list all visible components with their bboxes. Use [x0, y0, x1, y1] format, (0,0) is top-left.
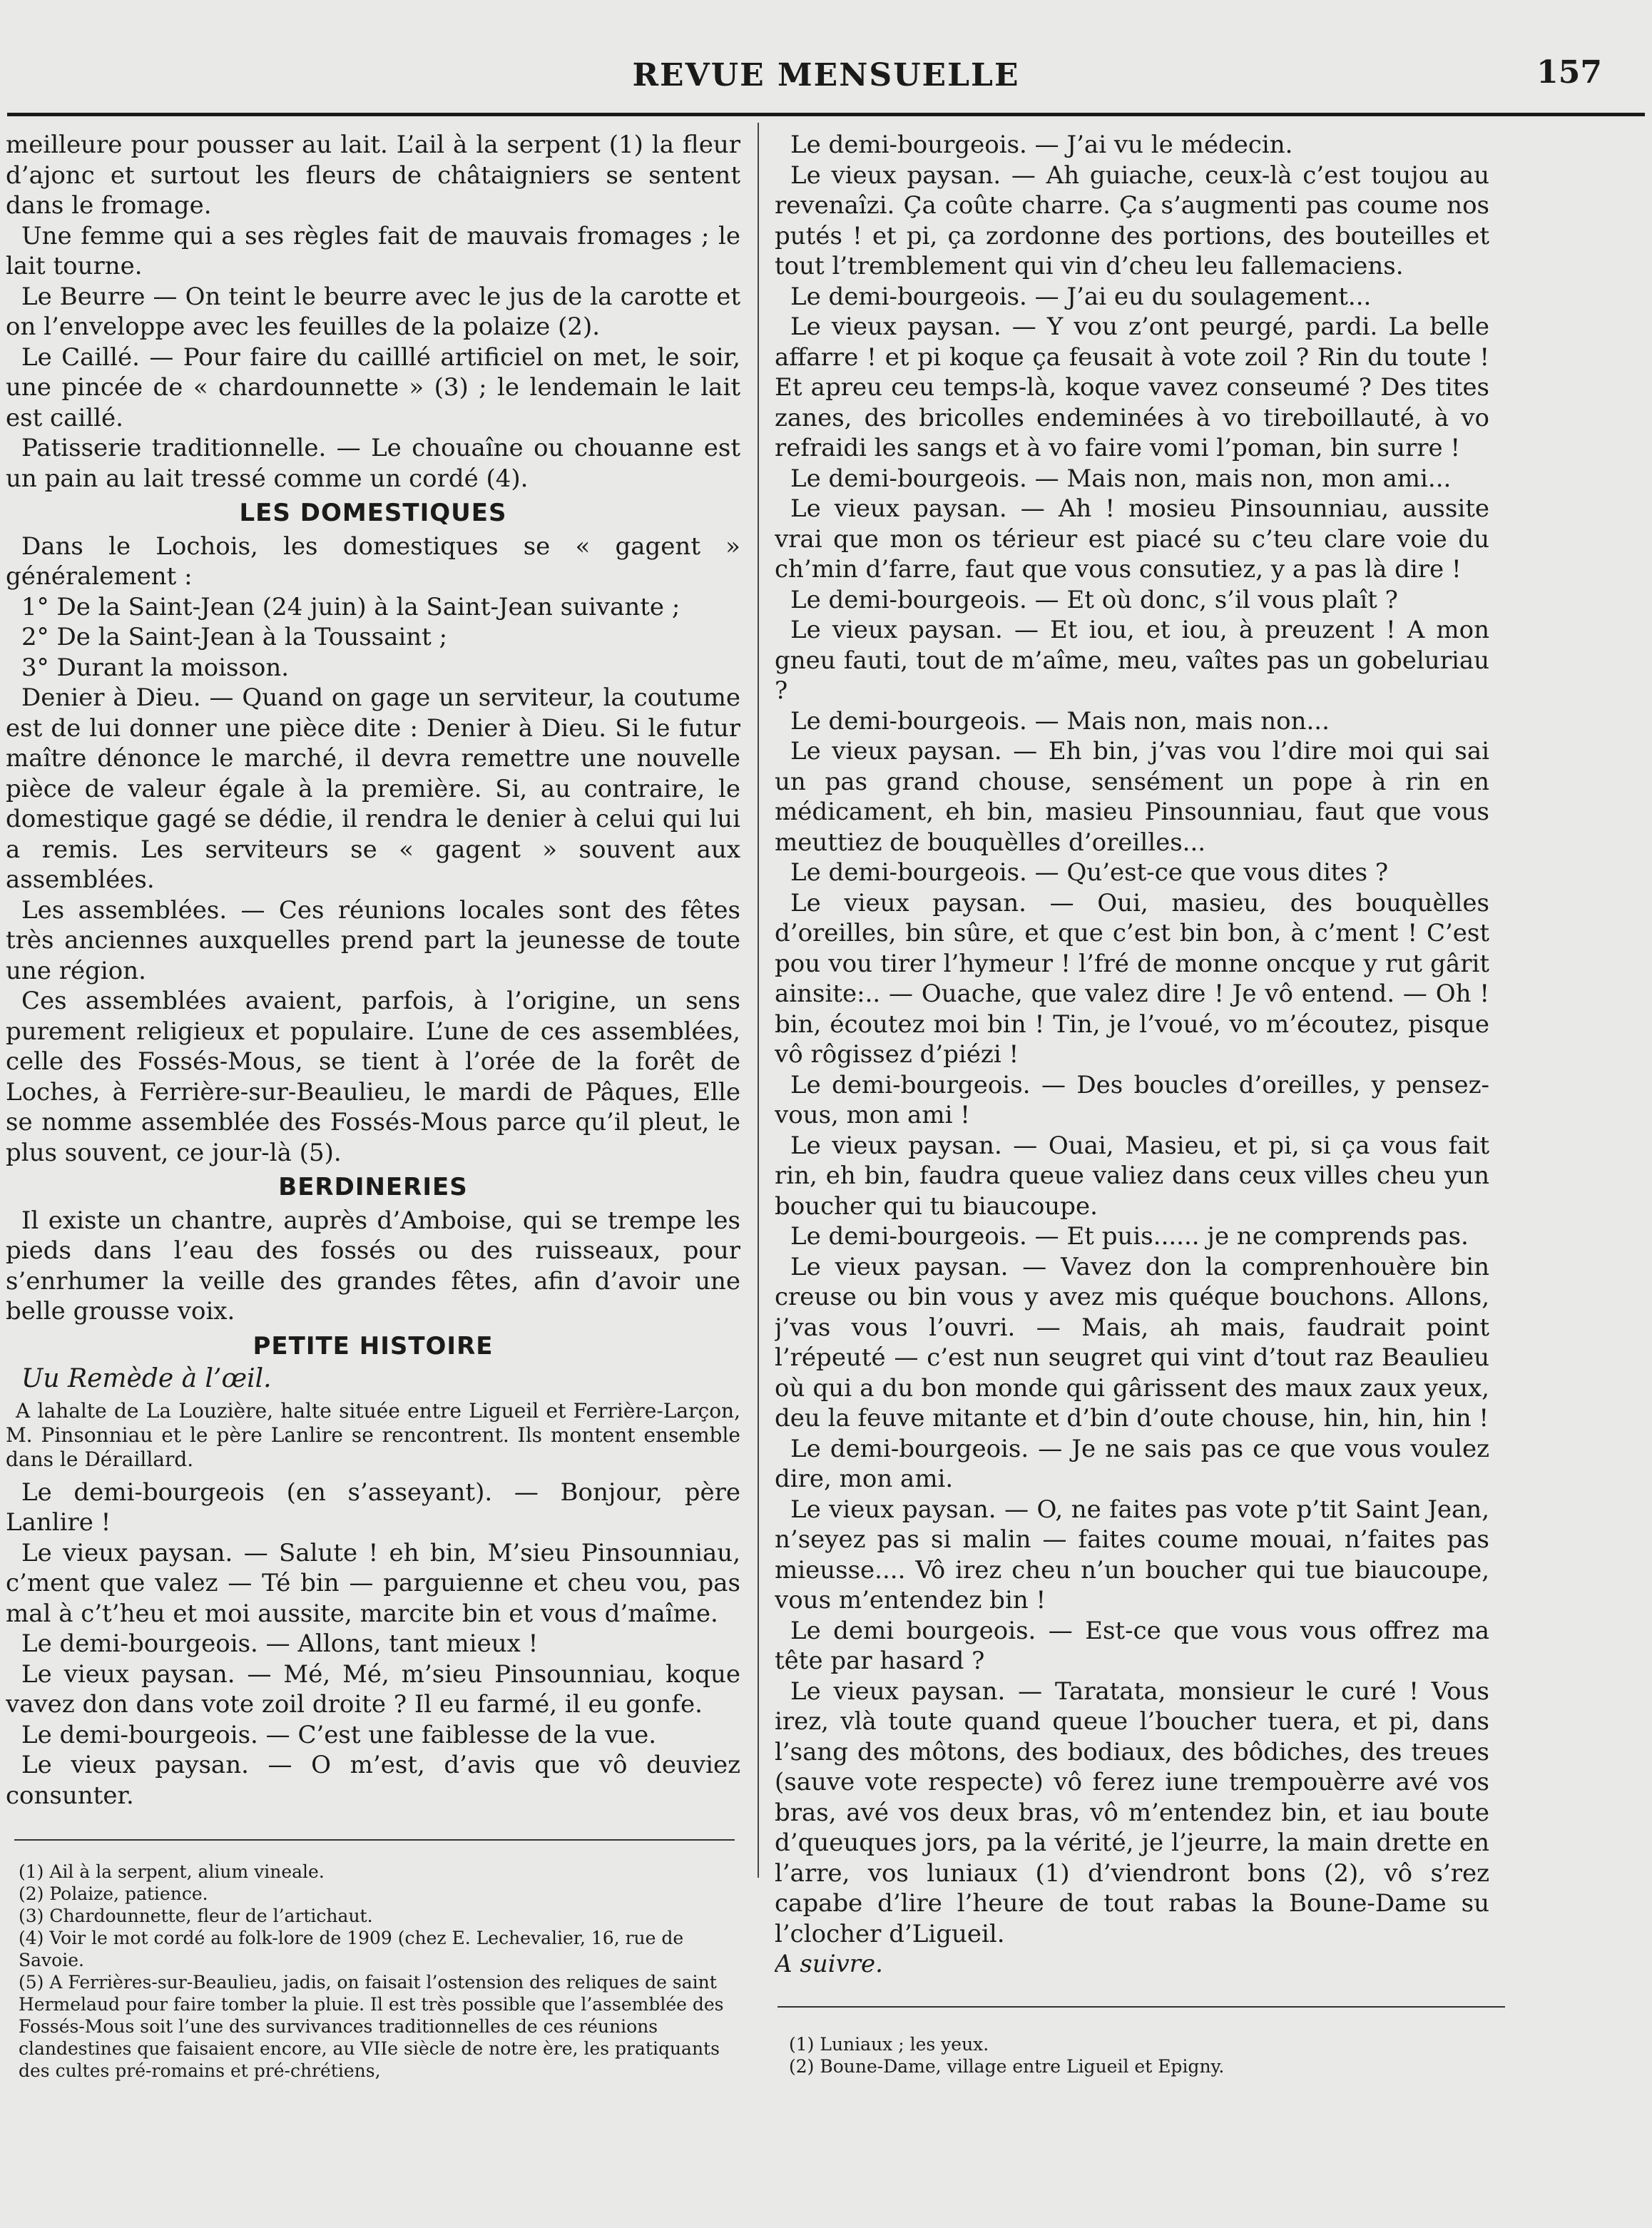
- footnotes-right: [789, 2033, 1502, 2077]
- story-subtitle: Uu Remède à l’œil.: [21, 1364, 272, 1393]
- right-column: [775, 130, 1489, 1980]
- footnote: (1) Luniaux ; les yeux.: [789, 2034, 989, 2055]
- dialogue-line: Le demi-bourgeois. — Des boucles d’oreilles, y pensez-vous, mon ami !: [775, 1070, 1489, 1129]
- dialogue-line: Le demi-bourgeois. — C’est une faiblesse de la vue.: [21, 1720, 657, 1749]
- page-header: [7, 44, 1645, 108]
- left-column: [6, 130, 740, 1811]
- running-title: REVUE MENSUELLE: [632, 57, 1020, 93]
- dialogue-line: Le vieux paysan. — Mé, Mé, m’sieu Pinsounniau, koque vavez don dans vote zoil droite ? Il eu farmé, il eu gonfe.: [6, 1659, 740, 1719]
- dialogue-line: Le demi-bourgeois. — J’ai vu le médecin.: [790, 131, 1293, 159]
- dialogue-line: Le demi-bourgeois (en s’asseyant). — Bonjour, père Lanlire !: [6, 1477, 740, 1537]
- paragraph: Dans le Lochois, les domestiques se « gagent » généralement :: [6, 531, 740, 591]
- paragraph: Les assemblées. — Ces réunions locales sont des fêtes très anciennes auxquelles prend part la jeunesse de toute une région.: [6, 895, 740, 985]
- dialogue-line: Le demi-bourgeois. — Et puis...... je ne comprends pas.: [790, 1222, 1469, 1251]
- section-heading: PETITE HISTOIRE: [253, 1331, 494, 1360]
- footnote: (3) Chardounnette, fleur de l’artichaut.: [19, 1906, 373, 1926]
- footnotes-left: [19, 1861, 739, 2082]
- page-number: 157: [1536, 54, 1602, 91]
- dialogue-line: Le demi-bourgeois. — Mais non, mais non...: [790, 706, 1330, 736]
- dialogue-line: Le demi-bourgeois. — Et où donc, s’il vous plaît ?: [790, 585, 1398, 614]
- dialogue-line: Le vieux paysan. — Oui, masieu, des bouquèlles d’oreilles, bin sûre, et que c’est bin bon, à c’ment ! C’est pou vou tirer l’hymeur ! l’fré de monne oncque y rut gârit ainsite:.. — Ouache, que valez dire ! Je vô entend. — Oh ! bin, écoutez moi bin ! Tin, je l’voué, vo m’écoutez, pisque vô rôgissez d’piézi !: [775, 888, 1489, 1069]
- dialogue-line: Le vieux paysan. — Y vou z’ont peurgé, pardi. La belle affarre ! et pi koque ça feusait à vote zoil ? Rin du toute ! Et apreu ceu temps-là, koque vavez conseumé ? Des tites zanes, des bricolles endeminées à vo tireboillauté, à vo refraidi les sangs et à vo faire vomi l’poman, bin surre !: [775, 312, 1489, 462]
- dialogue-line: Le vieux paysan. — Salute ! eh bin, M’sieu Pinsounniau, c’ment que valez — Té bin — parguienne et cheu vou, pas mal à c’t’heu et moi aussite, marcite bin et vous d’maîme.: [6, 1538, 740, 1628]
- list-item: 3° Durant la moisson.: [21, 653, 290, 682]
- paragraph: Il existe un chantre, auprès d’Amboise, qui se trempe les pieds dans l’eau des fossés ou des ruisseaux, pour s’enrhumer la veille des grandes fêtes, afin d’avoir une belle grousse voix.: [6, 1206, 740, 1326]
- paragraph: meilleure pour pousser au lait. L’ail à la serpent (1) la fleur d’ajonc et surtout les fleurs de châtaigniers se sentent dans le fromage.: [6, 131, 740, 220]
- footnote: (5) A Ferrières-sur-Beaulieu, jadis, on faisait l’ostension des reliques de saint Hermelaud pour faire tomber la pluie. Il est très possible que l’assemblée des Fossés-Mous soit l’une des survivances traditionnelles de ces réunions clandestines que faisaient encore, au VIIe siècle de notre ère, les pratiquants des cultes pré-romains et pré-chrétiens,: [19, 1972, 724, 2081]
- section-heading: BERDINERIES: [278, 1173, 468, 1201]
- paragraph: Denier à Dieu. — Quand on gage un serviteur, la coutume est de lui donner une pièce dite : Denier à Dieu. Si le futur maître dénonce le marché, il devra remettre une nouvelle pièce de valeur égale à la première. Si, au contraire, le domestique gagé se dédie, il rendra le denier à celui qui lui a remis. Les serviteurs se « gagent » souvent aux assemblées.: [6, 683, 740, 894]
- dialogue-line: Le vieux paysan. — Ah guiache, ceux-là c’est toujou au revenaîzi. Ça coûte charre. Ça s’augmenti pas coume nos putés ! et pi, ça zordonne des portions, des bouteilles et tout l’tremblement qui vin d’cheu leu fallemaciens.: [775, 161, 1489, 280]
- dialogue-line: Le demi-bourgeois. — Je ne sais pas ce que vous voulez dire, mon ami.: [775, 1434, 1489, 1493]
- paragraph: Une femme qui a ses règles fait de mauvais fromages ; le lait tourne.: [6, 221, 740, 280]
- paragraph: Le Caillé. — Pour faire du cailllé artificiel on met, le soir, une pincée de « chardounnette » (3) ; le lendemain le lait est caillé.: [6, 342, 740, 432]
- dialogue-line: Le vieux paysan. — O, ne faites pas vote p’tit Saint Jean, n’seyez pas si malin — faites coume mouai, n’faites pas mieusse.... Vô irez cheu n’un boucher qui tue biaucoupe, vous m’entendez bin !: [775, 1495, 1489, 1614]
- column-divider: [758, 123, 759, 1878]
- footnote-rule: [777, 2006, 1505, 2008]
- paragraph: Ces assemblées avaient, parfois, à l’origine, un sens purement religieux et populaire. L’une de ces assemblées, celle des Fossés-Mous, se tient à l’orée de la forêt de Loches, à Ferrière-sur-Beaulieu, le mardi de Pâques, Elle se nomme assemblée des Fossés-Mous parce qu’il pleut, le plus souvent, ce jour-là (5).: [6, 987, 740, 1167]
- dialogue-line: Le demi-bourgeois. — J’ai eu du soulagement...: [790, 282, 1372, 311]
- dialogue-line: Le vieux paysan. — Vavez don la comprenhouère bin creuse ou bin vous y avez mis quéque bouchons. Allons, j’vas vous l’ouvri. — Mais, ah mais, faudrait point l’répeuté — c’est nun seugret qui vint d’tout raz Beaulieu où qui a du bon monde qui gârissent des maux zaux yeux, deu la feuve mitante et d’bin d’oute chouse, hin, hin, hin !: [775, 1252, 1489, 1433]
- scene-description: A lahalte de La Louzière, halte située entre Ligueil et Ferrière-Larçon, M. Pinsonniau et le père Lanlire se rencontrent. Ils montent ensemble dans le Déraillard.: [6, 1398, 740, 1471]
- dialogue-line: Le demi-bourgeois. — Mais non, mais non, mon ami...: [790, 464, 1452, 493]
- paragraph: Patisserie traditionnelle. — Le chouaîne ou chouanne est un pain au lait tressé comme un cordé (4).: [6, 434, 740, 493]
- footnote: (2) Polaize, patience.: [19, 1883, 208, 1904]
- footnote-rule: [14, 1839, 735, 1841]
- list-item: 1° De la Saint-Jean (24 juin) à la Saint-Jean suivante ;: [21, 592, 680, 621]
- footnote: (1) Ail à la serpent, alium vineale.: [19, 1861, 325, 1882]
- to-be-continued: A suivre.: [775, 1950, 883, 1978]
- dialogue-line: Le vieux paysan. — Et iou, et iou, à preuzent ! A mon gneu fauti, tout de m’aîme, meu, vaîtes pas un gobeluriau ?: [775, 616, 1489, 705]
- dialogue-line: Le vieux paysan. — Taratata, monsieur le curé ! Vous irez, vlà toute quand queue l’boucher tuera, et pi, dans l’sang des môtons, des bodiaux, des bôdiches, des treues (sauve vote respecte) vô ferez iune trempouèrre avé vos bras, avé vos deux bras, vô m’entendez bin, et iau boute d’queuques jors, pa la vérité, je l’jeurre, la main drette en l’arre, vos luniaux (1) d’viendront bons (2), vô s’rez capabe d’lire l’heure de tout rabas la Boune-Dame su l’clocher d’Ligueil.: [775, 1677, 1489, 1948]
- dialogue-line: Le vieux paysan. — Ouai, Masieu, et pi, si ça vous fait rin, eh bin, faudra queue valiez dans ceux villes cheu yun boucher qui tu biaucoupe.: [775, 1131, 1489, 1221]
- dialogue-line: Le vieux paysan. — O m’est, d’avis que vô deuviez consunter.: [6, 1751, 740, 1810]
- paragraph: Le Beurre — On teint le beurre avec le jus de la carotte et on l’enveloppe avec les feuilles de la polaize (2).: [6, 282, 740, 341]
- dialogue-line: Le demi-bourgeois. — Allons, tant mieux !: [21, 1629, 539, 1658]
- footnote: (4) Voir le mot cordé au folk-lore de 1909 (chez E. Lechevalier, 16, rue de Savoie.: [19, 1928, 684, 1970]
- footnote: (2) Boune-Dame, village entre Ligueil et Epigny.: [789, 2056, 1225, 2077]
- dialogue-line: Le vieux paysan. — Ah ! mosieu Pinsounniau, aussite vrai que mon os térieur est piacé su c’teu clare voie du ch’min d’farre, faut que vous consutiez, y a pas là dire !: [775, 494, 1489, 584]
- dialogue-line: Le demi bourgeois. — Est-ce que vous vous offrez ma tête par hasard ?: [775, 1616, 1489, 1675]
- header-rule: [7, 113, 1645, 116]
- dialogue-line: Le demi-bourgeois. — Qu’est-ce que vous dites ?: [790, 858, 1389, 887]
- section-heading: LES DOMESTIQUES: [239, 499, 507, 527]
- dialogue-line: Le vieux paysan. — Eh bin, j’vas vou l’dire moi qui sai un pas grand chouse, sensément un pope à rin en médicament, eh bin, masieu Pinsounniau, faut que vous meuttiez de bouquèlles d’oreilles...: [775, 737, 1489, 857]
- list-item: 2° De la Saint-Jean à la Toussaint ;: [21, 623, 448, 651]
